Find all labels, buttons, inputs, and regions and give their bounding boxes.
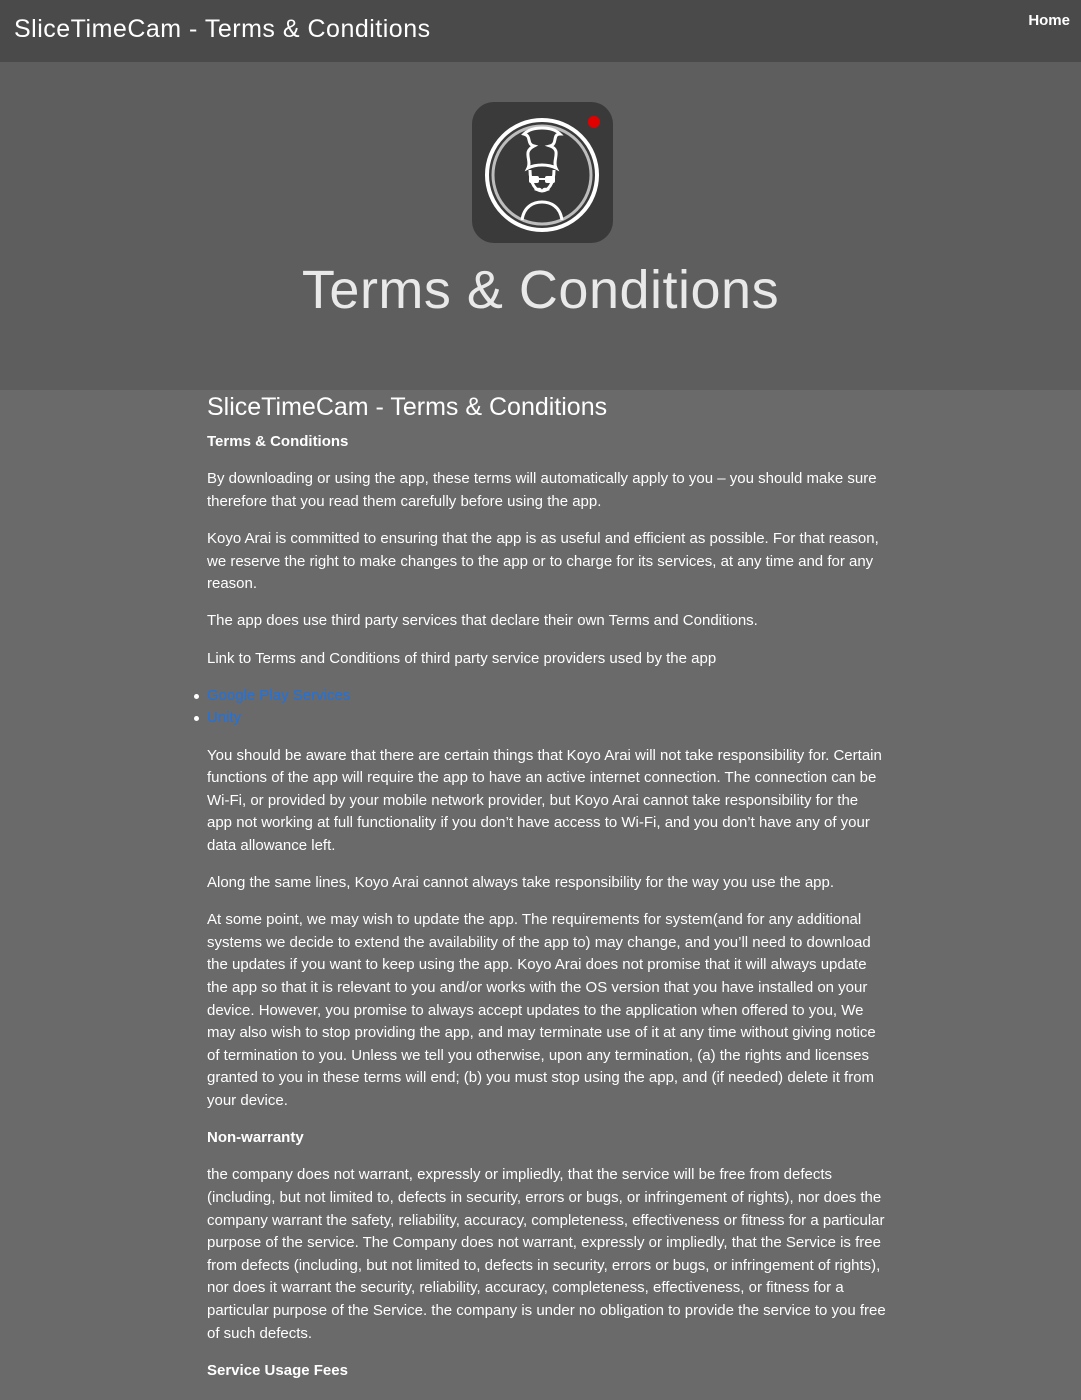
paragraph: By downloading or using the app, these terms will automatically apply to you – you should make sure therefore that you read them carefully before using the app. xyxy=(207,470,877,510)
paragraph: Along the same lines, Koyo Arai cannot always take responsibility for the way you use the app. xyxy=(207,874,835,892)
paragraph: Koyo Arai is committed to ensuring that the app is as useful and efficient as possible. For that reason, we reserve the right to make changes to the app or to charge for its services, at any time and for any reason. xyxy=(207,529,879,593)
service-usage-fees-heading: Service Usage Fees xyxy=(207,1361,348,1379)
nav-home-link[interactable]: Home xyxy=(1028,12,1070,29)
terms-article xyxy=(207,390,887,1397)
hero-banner xyxy=(0,62,1081,390)
paragraph: At some point, we may wish to update the app. The requirements for system(and for any additional systems we decide to extend the availability of the app to) may change, and you’ll need to download the updates if you want to keep using the app. Koyo Arai does not promise that it will always update the app so that it is relevant to you and/or works with the OS version that you have installed on your device. However, you promise to always accept updates to the application when offered to you, We may also wish to stop providing the app, and may terminate use of it at any time without giving notice of termination to you. Unless we tell you otherwise, upon any termination, (a) the rights and licenses granted to you in these terms will end; (b) you must stop using the app, and (if needed) delete it from your device. xyxy=(207,911,876,1109)
hero-title: Terms & Conditions xyxy=(301,260,780,320)
app-logo-icon xyxy=(472,102,613,243)
top-navigation-bar xyxy=(0,0,1081,62)
google-play-services-link[interactable]: Google Play Services xyxy=(207,686,351,704)
site-title[interactable]: SliceTimeCam - Terms & Conditions xyxy=(14,15,431,43)
list-item xyxy=(207,685,887,708)
third-party-links-list xyxy=(207,685,887,730)
paragraph: the company does not warrant, expressly or impliedly, that the service will be free from defects (including, but not limited to, defects in security, errors or bugs, or infringement of rights), nor does the company warrant the safety, reliability, accuracy, completeness, effectiveness or fitness for a particular purpose of the service. The Company does not warrant, expressly or impliedly, that the Service is free from defects (including, but not limited to, defects in security, errors or bugs, or infringement of rights), nor does it warrant the security, reliability, accuracy, completeness, effectiveness, or fitness for a particular purpose of the Service. the company is under no obligation to provide the service to you free of such defects. xyxy=(207,1166,886,1342)
article-heading: SliceTimeCam - Terms & Conditions xyxy=(207,393,608,421)
paragraph: Link to Terms and Conditions of third party service providers used by the app xyxy=(207,649,717,667)
terms-subheading: Terms & Conditions xyxy=(207,433,349,450)
unity-link[interactable]: Unity xyxy=(207,709,242,727)
list-item xyxy=(207,707,887,730)
paragraph: You should be aware that there are certain things that Koyo Arai will not take responsibility for. Certain functions of the app will require the app to have an active internet connection. The connection can be Wi-Fi, or provided by your mobile network provider, but Koyo Arai cannot take responsibility for the app not working at full functionality if you don’t have access to Wi-Fi, and you don’t have any of your data allowance left. xyxy=(207,746,882,854)
paragraph: The app does use third party services that declare their own Terms and Conditions. xyxy=(207,612,758,630)
nonwarranty-heading: Non-warranty xyxy=(207,1129,304,1147)
